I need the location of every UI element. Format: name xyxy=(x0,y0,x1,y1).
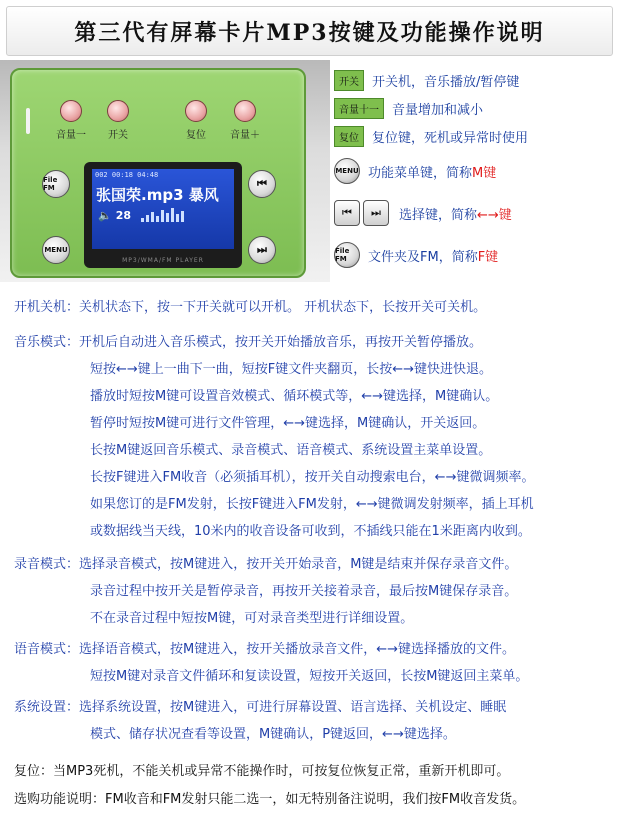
power-label: 开关 xyxy=(108,130,128,141)
screen-track: 张国荣.mp3 暴风 xyxy=(96,186,219,204)
volume-up-label: 音量＋ xyxy=(230,130,260,141)
previous-icon: ⏮ xyxy=(334,200,360,226)
volume-up-button xyxy=(234,100,256,122)
legend-text-reset: 复位键，死机或异常时使用 xyxy=(372,131,529,146)
line-voice-2: 短按M键对录音文件循环和复读设置，短按开关返回，长按M键返回主菜单。 xyxy=(90,669,529,684)
menu-button: MENU xyxy=(42,236,70,264)
legend-key-file: F键 xyxy=(477,249,499,265)
legend-power xyxy=(334,70,519,91)
screen-volume: 28 xyxy=(115,208,132,222)
line-music-4: 暂停时短按M键可进行文件管理，←→键选择，M键确认，开关返回。 xyxy=(90,416,486,431)
line-music-1: 音乐模式：开机后自动进入音乐模式，按开关开始播放音乐，再按开关暂停播放。 xyxy=(14,335,483,350)
line-record-1: 录音模式：选择录音模式，按M键进入，按开关开始录音，M键是结束并保存录音文件。 xyxy=(14,557,518,572)
line-power: 开机关机：关机状态下，按一下开关就可以开机。 开机状态下，长按开关可关机。 xyxy=(14,300,487,315)
line-voice-1: 语音模式：选择语音模式，按M键进入，按开关播放录音文件，←→键选择播放的文件。 xyxy=(14,642,516,657)
legend-badge-reset: 复位 xyxy=(334,126,364,147)
next-icon: ⏭ xyxy=(257,243,267,256)
previous-icon: ⏮ xyxy=(257,177,267,190)
legend-text-volume: 音量增加和减小 xyxy=(392,103,484,118)
legend-badge-volume: 音量十一 xyxy=(334,98,384,119)
next-icon: ⏭ xyxy=(363,200,389,226)
legend-key-menu: M键 xyxy=(472,165,497,181)
line-music-6: 长按F键进入FM收音（必须插耳机），按开关自动搜索电台，←→键微调频率。 xyxy=(90,470,535,485)
line-reset: 复位：当MP3死机，不能关机或异常不能操作时，可按复位恢复正常，重新开机即可。 xyxy=(14,764,510,779)
reset-label: 复位 xyxy=(186,130,206,141)
screen-caption: MP3/WMA/FM PLAYER xyxy=(122,257,204,264)
line-system-1: 系统设置：选择系统设置，按M键进入，可进行屏幕设置、语言选择、关机设定、睡眠 xyxy=(14,700,507,715)
line-music-8: 或数据线当天线，10米内的收音设备可收到，不插线只能在1米距离内收到。 xyxy=(90,524,531,539)
legend-text-file: 文件夹及FM，简称 xyxy=(368,249,478,265)
screen-volume-row xyxy=(92,208,234,222)
legend-file xyxy=(334,242,498,268)
power-button xyxy=(107,100,129,122)
legend-text-menu: 功能菜单键，简称 xyxy=(368,165,473,181)
legend-badge-power: 开关 xyxy=(334,70,364,91)
legend-select xyxy=(334,200,512,226)
legend-text-power: 开关机，音乐播放/暂停键 xyxy=(372,75,520,90)
device-illustration xyxy=(0,60,330,282)
legend-file-icon: File FM xyxy=(334,242,360,268)
page-title: 第三代有屏幕卡片MP3按键及功能操作说明 xyxy=(74,19,545,46)
screen-status: 002 00:18 04:48 xyxy=(95,171,159,179)
reset-button xyxy=(185,100,207,122)
line-music-3: 播放时短按M键可设置音效模式、循环模式等，←→键选择，M键确认。 xyxy=(90,389,499,404)
legend-key-select: ←→键 xyxy=(477,207,512,223)
legend-reset xyxy=(334,126,528,147)
line-music-7: 如果您订的是FM发射，长按F键进入FM发射，←→键微调发射频率，插上耳机 xyxy=(90,497,534,512)
speaker-icon: 🔈 xyxy=(98,208,112,222)
mp3-player-body xyxy=(10,68,306,278)
previous-button xyxy=(248,170,276,198)
next-button xyxy=(248,236,276,264)
legend-menu xyxy=(334,158,496,184)
line-music-2: 短按←→键上一曲下一曲，短按F键文件夹翻页，长按←→键快进快退。 xyxy=(90,362,493,377)
legend-menu-icon: MENU xyxy=(334,158,360,184)
line-music-5: 长按M键返回音乐模式、录音模式、语音模式、系统设置主菜单设置。 xyxy=(90,443,492,458)
volume-down-button xyxy=(60,100,82,122)
line-purchase-note: 选购功能说明：FM收音和FM发射只能二选一，如无特别备注说明，我们按FM收音发货。 xyxy=(14,792,526,807)
file-fm-button: File FM xyxy=(42,170,70,198)
equalizer-icon xyxy=(141,208,184,222)
legend-volume xyxy=(334,98,483,119)
title-bar xyxy=(6,6,613,56)
lcd-screen xyxy=(92,169,234,249)
screen-frame xyxy=(84,162,242,268)
legend-text-select: 选择键，简称 xyxy=(399,207,478,223)
line-record-2: 录音过程中按开关是暂停录音，再按开关接着录音，最后按M键保存录音。 xyxy=(90,584,518,599)
card-slot xyxy=(26,108,30,134)
line-record-3: 不在录音过程中短按M键，可对录音类型进行详细设置。 xyxy=(90,611,414,626)
line-system-2: 模式、储存状况查看等设置，M键确认，P键返回，←→键选择。 xyxy=(90,727,456,742)
volume-down-label: 音量一 xyxy=(56,130,86,141)
